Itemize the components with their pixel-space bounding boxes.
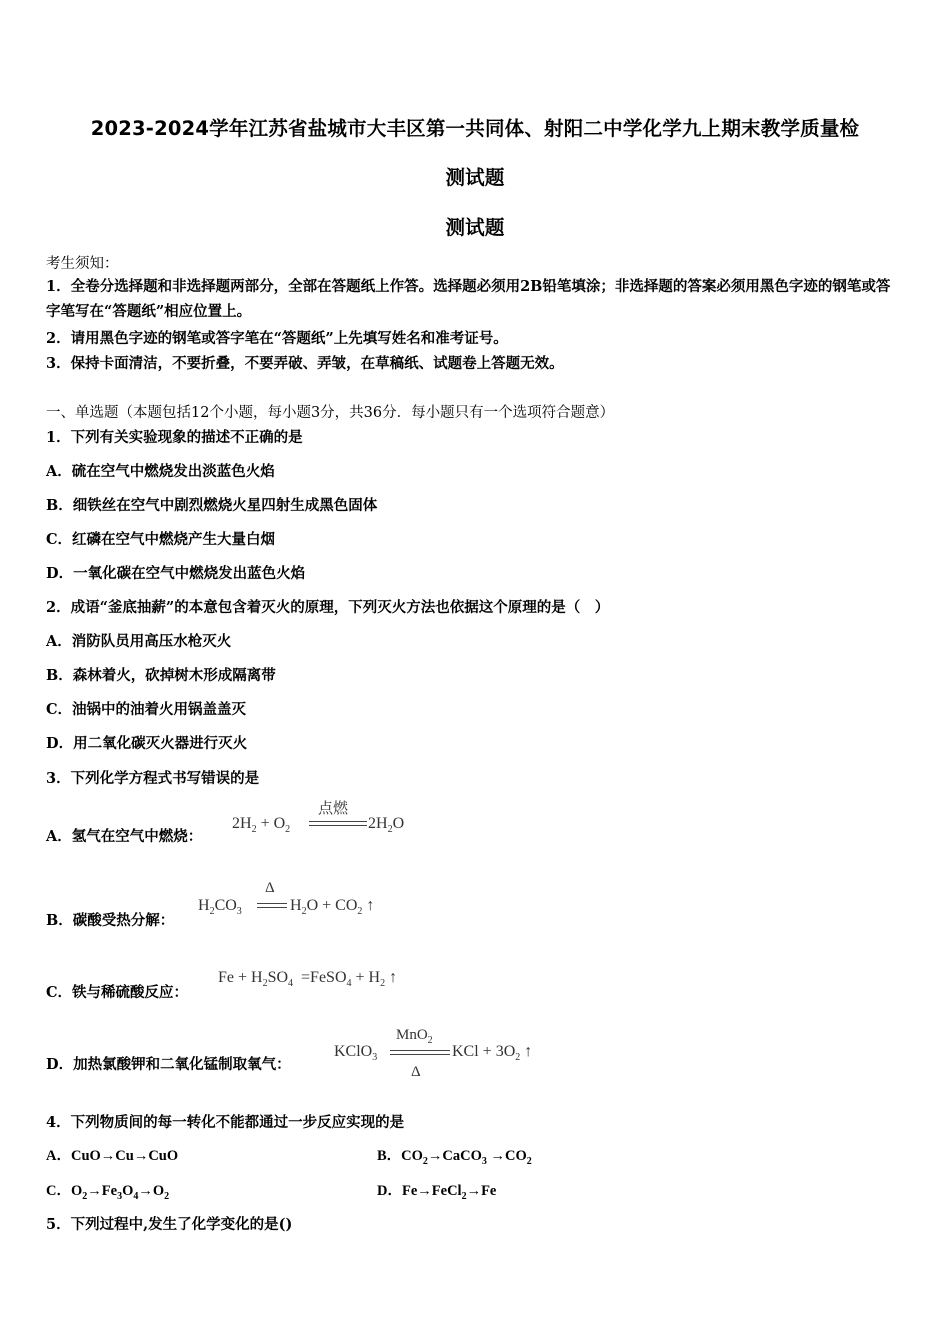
q4-option-d: D．Fe→FeCl$_2$→Fe [377,1183,497,1202]
q3-a-products: $2H_2O$ [368,815,405,835]
q3-d-catalyst: MnO$_2$ [396,1027,433,1046]
page-subtitle: 测试题 [445,216,505,239]
q3-d-condition: Δ [411,1064,421,1080]
section-heading: 一、单选题（本题包括12个小题，每小题3分，共36分．每小题只有一个选项符合题意） [46,405,615,421]
notice-item-3: 3．保持卡面清洁，不要折叠，不要弄破、弄皱，在草稿纸、试题卷上答题无效。 [46,355,564,372]
page-title-continued: 测试题 [445,166,505,189]
q4-stem: 4．下列物质间的每一转化不能都通过一步反应实现的是 [46,1114,405,1131]
q3-b-reactants: $H_2CO_3$ [198,897,242,917]
q3-option-a-label: A．氢气在空气中燃烧： [46,828,203,845]
q3-a-condition: 点燃 [318,801,349,817]
q3-d-equals [390,1050,450,1055]
q2-option-c: C．油锅中的油着火用锅盖盖灭 [46,701,247,718]
q1-option-d: D．一氧化碳在空气中燃烧发出蓝色火焰 [46,565,306,582]
q2-stem: 2．成语“釜底抽薪”的本意包含着灭火的原理，下列灭火方法也依据这个原理的是（ ） [46,599,610,616]
q1-stem: 1．下列有关实验现象的描述不正确的是 [46,429,303,446]
q3-option-d-label: D．加热氯酸钾和二氧化锰制取氧气： [46,1056,291,1073]
q3-d-products: KCl + $3O_2$ ↑ [452,1043,533,1063]
q3-a-reactants: $2H_2 + O_2$ [232,815,291,835]
q3-b-equals [257,903,287,908]
q3-option-c-label: C．铁与稀硫酸反应： [46,984,189,1001]
q4-option-b: B．$CO_2\to CaCO_3 \to CO_2$ [377,1148,532,1167]
q3-d-reactants: KClO$_3$ [334,1043,378,1063]
q5-stem: 5．下列过程中,发生了化学变化的是() [46,1216,293,1233]
q4-option-a: A．CuO→Cu→CuO [46,1148,179,1164]
q4-option-c: C．$O_2\to Fe_3O_4\to O_2$ [46,1183,170,1202]
q4-option-b-label: B． [377,1148,402,1164]
q4-option-c-label: C． [46,1183,71,1199]
page-title: 2023-2024学年江苏省盐城市大丰区第一共同体、射阳二中学化学九上期末教学质量检 [90,117,860,140]
q4-option-d-label: D． [377,1183,402,1199]
notice-item-2: 2．请用黑色字迹的钢笔或答字笔在“答题纸”上先填写姓名和准考证号。 [46,330,508,347]
q1-option-b: B．细铁丝在空气中剧烈燃烧火星四射生成黑色固体 [46,497,378,514]
q4-option-a-label: A． [46,1148,71,1164]
q3-c-equation: $Fe + H_2SO_4$ =FeSO$_4$ + $H_2$ ↑ [218,969,398,989]
q3-b-products: $H_2O + CO_2$ ↑ [290,897,375,917]
q3-option-b-label: B．碳酸受热分解： [46,912,175,929]
q3-b-condition: Δ [265,880,275,896]
notice-heading: 考生须知： [46,256,119,272]
q3-stem: 3．下列化学方程式书写错误的是 [46,770,260,787]
q2-option-a: A．消防队员用高压水枪灭火 [46,633,232,650]
q2-option-d: D．用二氧化碳灭火器进行灭火 [46,735,248,752]
notice-item-1: 1．全卷分选择题和非选择题两部分，全部在答题纸上作答。选择题必须用2B铅笔填涂；非选择题的答案必须用黑色字迹的钢笔或答字笔写在“答题纸”相应位置上。 [46,278,891,320]
q1-option-a: A．硫在空气中燃烧发出淡蓝色火焰 [46,463,275,480]
q2-option-b: B．森林着火，砍掉树木形成隔离带 [46,667,276,684]
q1-option-c: C．红磷在空气中燃烧产生大量白烟 [46,531,276,548]
q3-a-equals [309,821,367,826]
